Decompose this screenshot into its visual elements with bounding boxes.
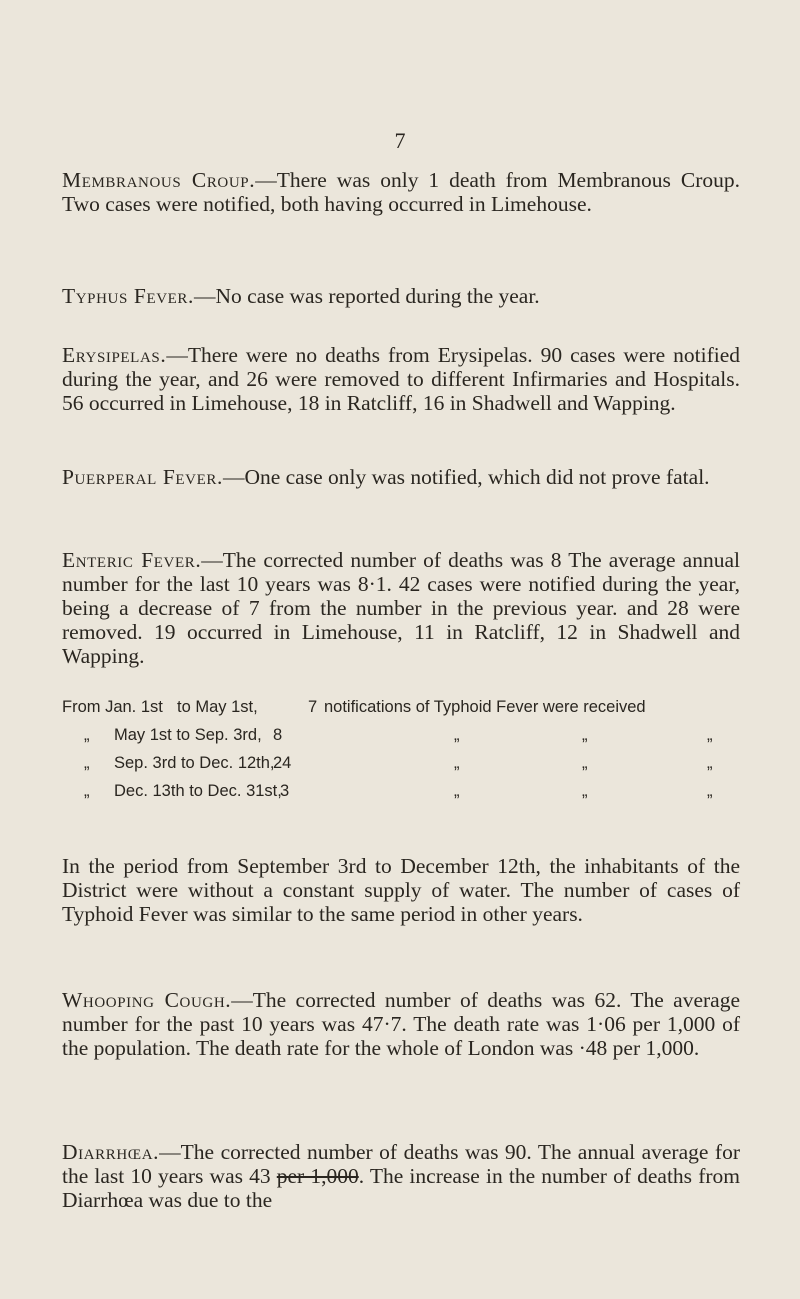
row-ditto: „ xyxy=(454,782,460,800)
row-ditto: „ xyxy=(582,726,588,744)
paragraph-membranous-croup xyxy=(62,168,740,216)
row-count: 24 xyxy=(273,754,292,772)
paragraph-erysipelas xyxy=(62,343,740,415)
row-count: 7 xyxy=(308,698,318,716)
paragraph-typhus-fever xyxy=(62,284,740,308)
row-prefix: From Jan. 1st xyxy=(62,698,163,716)
notification-row xyxy=(62,721,752,749)
body-puerperal-fever: —One case only was notified, which did not prove fatal. xyxy=(222,464,710,489)
row-ditto: „ xyxy=(582,754,588,772)
row-ditto: „ xyxy=(707,726,713,744)
typhoid-notifications-table xyxy=(62,693,752,805)
row-ditto: „ xyxy=(454,754,460,772)
page-number: 7 xyxy=(394,128,406,153)
body-membranous-croup: —There was only 1 death from Membranous Croup. Two cases were notified, both having occurred in Limehouse. xyxy=(62,167,740,216)
body-typhus-fever: —No case was reported during the year. xyxy=(194,283,540,308)
heading-erysipelas: Erysipelas. xyxy=(62,342,167,367)
heading-puerperal-fever: Puerperal Fever. xyxy=(62,464,223,489)
heading-enteric-fever: Enteric Fever. xyxy=(62,547,202,572)
row-count: 3 xyxy=(280,782,290,800)
body-diarrhoea-part-b: . The increase in the number of deaths from Diarrhœa was due to the xyxy=(62,1163,740,1212)
heading-typhus-fever: Typhus Fever. xyxy=(62,283,194,308)
paragraph-diarrhoea xyxy=(62,1140,740,1212)
notification-row xyxy=(62,777,752,805)
row-range: Sep. 3rd to Dec. 12th, xyxy=(114,754,275,772)
heading-whooping-cough: Whooping Cough. xyxy=(62,987,232,1012)
body-whooping-cough: —The corrected number of deaths was 62. The average number for the past 10 years was 47·7. The death rate was 1·06 per 1,000 of the population. The death rate for the whole of London was ·48 per 1,000. xyxy=(62,987,740,1060)
notification-row xyxy=(62,693,752,721)
paragraph-puerperal-fever xyxy=(62,465,740,489)
notification-row xyxy=(62,749,752,777)
body-diarrhoea-part-a: —The corrected number of deaths was 90. The annual average for the last 10 years was 43 xyxy=(62,1139,740,1188)
row-range: to May 1st, xyxy=(177,698,258,716)
heading-membranous-croup: Membranous Croup. xyxy=(62,167,256,192)
body-water-supply: In the period from September 3rd to December 12th, the inhabitants of the District were without a constant supply of water. The number of cases of Typhoid Fever was similar to the same period in other years. xyxy=(62,853,740,926)
struck-through-text: per 1,000 xyxy=(276,1163,359,1188)
paragraph-enteric-fever xyxy=(62,548,740,668)
paragraph-water-supply xyxy=(62,854,740,926)
row-ditto: „ xyxy=(84,782,90,800)
body-erysipelas: —There were no deaths from Erysipelas. 90 cases were notified during the year, and 26 were removed to different Infirmaries and Hospitals. 56 occurred in Limehouse, 18 in Ratcliff, 16 in Shadwell and Wapping. xyxy=(62,342,740,415)
row-ditto: „ xyxy=(707,754,713,772)
row-ditto: „ xyxy=(84,726,90,744)
row-ditto: „ xyxy=(84,754,90,772)
body-enteric-fever: —The corrected number of deaths was 8 The average annual number for the last 10 years was 8·1. 42 cases were notified during the year, being a decrease of 7 from the number in the previous year. and 28 were removed. 19 occurred in Limehouse, 11 in Ratcliff, 12 in Shadwell and Wapping. xyxy=(62,547,740,668)
row-ditto: „ xyxy=(707,782,713,800)
row-text: notifications of Typhoid Fever were received xyxy=(324,698,646,716)
row-range: May 1st to Sep. 3rd, xyxy=(114,726,262,744)
row-ditto: „ xyxy=(582,782,588,800)
row-range: Dec. 13th to Dec. 31st, xyxy=(114,782,282,800)
row-count: 8 xyxy=(273,726,283,744)
paragraph-whooping-cough xyxy=(62,988,740,1060)
heading-diarrhoea: Diarrhœa. xyxy=(62,1139,160,1164)
row-ditto: „ xyxy=(454,726,460,744)
